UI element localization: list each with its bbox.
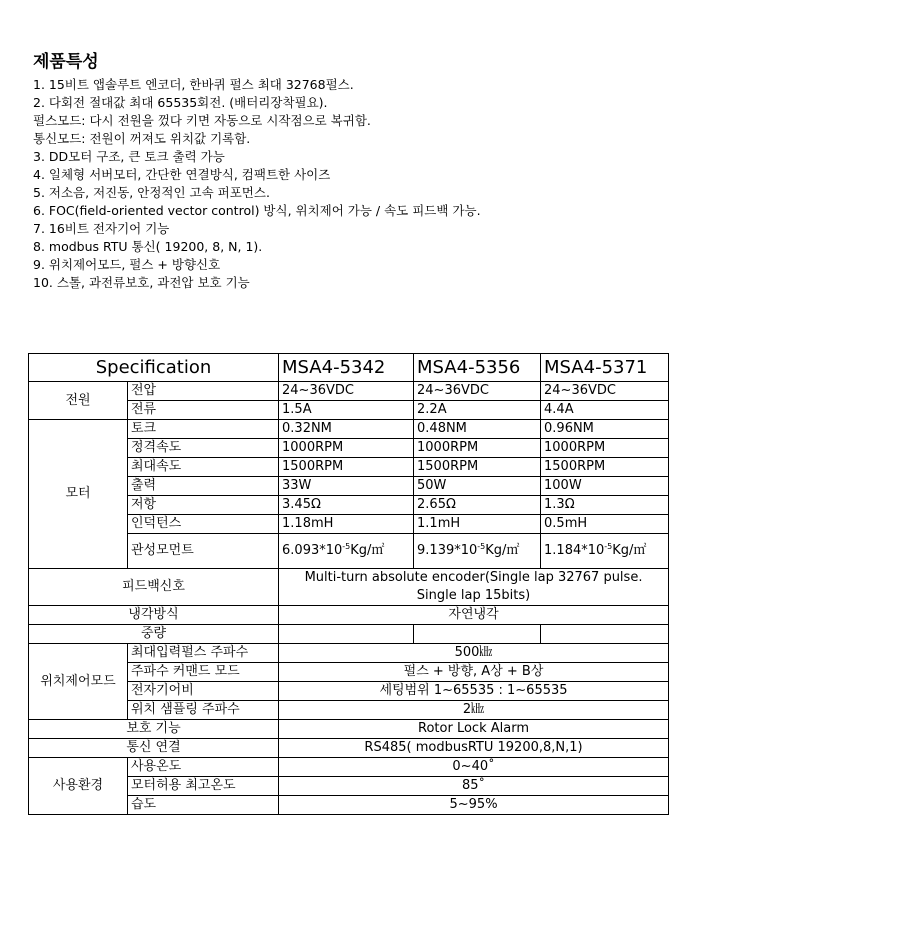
cell-value: 24~36VDC (541, 382, 669, 401)
feature-item: 9. 위치제어모드, 펄스 + 방향신호 (33, 257, 221, 272)
cell-value: 0.5mH (541, 515, 669, 534)
cell-value: 0.96NM (541, 420, 669, 439)
row-label: 피드백신호 (29, 569, 279, 606)
table-row (29, 420, 669, 439)
model-header: MSA4-5371 (541, 354, 669, 382)
table-row (29, 720, 669, 739)
inertia-value (414, 534, 541, 569)
cell-value: 0~40˚ (279, 758, 669, 777)
cell-value: 1.3Ω (541, 496, 669, 515)
row-label: 관성모먼트 (128, 534, 279, 569)
cell-value: RS485( modbusRTU 19200,8,N,1) (279, 739, 669, 758)
cell-value: 85˚ (279, 777, 669, 796)
cell-value: 3.45Ω (279, 496, 414, 515)
row-label: 중량 (29, 625, 279, 644)
cell-value: 33W (279, 477, 414, 496)
row-label: 보호 기능 (29, 720, 279, 739)
cell-value: 1500RPM (414, 458, 541, 477)
cell-value: 100W (541, 477, 669, 496)
cell-value: Rotor Lock Alarm (279, 720, 669, 739)
model-header: MSA4-5356 (414, 354, 541, 382)
inertia-unit: Kg/㎡ (612, 543, 647, 558)
group-label-environment: 사용환경 (29, 758, 128, 815)
cell-value: 1500RPM (279, 458, 414, 477)
feature-item: 7. 16비트 전자기어 기능 (33, 221, 170, 236)
row-label: 전류 (128, 401, 279, 420)
empty-cell (279, 625, 414, 644)
table-row (29, 739, 669, 758)
inertia-value (541, 534, 669, 569)
row-label: 습도 (128, 796, 279, 815)
inertia-value (279, 534, 414, 569)
cell-value: 500㎑ (279, 644, 669, 663)
inertia-exponent: -5 (342, 542, 351, 551)
cell-value: 1000RPM (279, 439, 414, 458)
spec-header: Specification (29, 354, 279, 382)
inertia-mantissa: 9.139*10 (417, 543, 478, 558)
model-header: MSA4-5342 (279, 354, 414, 382)
cell-value: 자연냉각 (279, 606, 669, 625)
table-row (29, 569, 669, 606)
row-label: 전압 (128, 382, 279, 401)
cell-value: 0.48NM (414, 420, 541, 439)
feature-item: 1. 15비트 앱솔루트 엔코더, 한바퀴 펄스 최대 32768펄스. (33, 77, 354, 92)
row-label: 사용온도 (128, 758, 279, 777)
row-label: 저항 (128, 496, 279, 515)
cell-value: 4.4A (541, 401, 669, 420)
table-row (29, 625, 669, 644)
feature-item: 8. modbus RTU 통신( 19200, 8, N, 1). (33, 239, 263, 254)
cell-value: 1.1mH (414, 515, 541, 534)
row-label: 토크 (128, 420, 279, 439)
feature-item: 3. DD모터 구조, 큰 토크 출력 가능 (33, 149, 225, 164)
cell-value: 2.65Ω (414, 496, 541, 515)
cell-value: 0.32NM (279, 420, 414, 439)
feature-item: 통신모드: 전원이 꺼져도 위치값 기록함. (33, 131, 251, 146)
group-label-position: 위치제어모드 (29, 644, 128, 720)
product-features (33, 52, 481, 292)
table-row (29, 606, 669, 625)
cell-value: 1.5A (279, 401, 414, 420)
cell-value: 1.18mH (279, 515, 414, 534)
feature-item: 5. 저소음, 저진동, 안정적인 고속 퍼포먼스. (33, 185, 270, 200)
inertia-exponent: -5 (477, 542, 486, 551)
feature-item: 4. 일체형 서버모터, 간단한 연결방식, 컴팩트한 사이즈 (33, 167, 331, 182)
table-row (29, 758, 669, 777)
cell-value: 1000RPM (541, 439, 669, 458)
cell-value: 펄스 + 방향, A상 + B상 (279, 663, 669, 682)
inertia-mantissa: 1.184*10 (544, 543, 605, 558)
cell-value: 세팅범위 1~65535 : 1~65535 (279, 682, 669, 701)
empty-cell (541, 625, 669, 644)
table-header-row (29, 354, 669, 382)
inertia-exponent: -5 (604, 542, 613, 551)
cell-value: 24~36VDC (279, 382, 414, 401)
feedback-line-1: Multi-turn absolute encoder(Single lap 32767 pulse. (304, 570, 643, 585)
row-label: 전자기어비 (128, 682, 279, 701)
specification-table (28, 353, 669, 815)
row-label: 통신 연결 (29, 739, 279, 758)
row-label: 최대속도 (128, 458, 279, 477)
cell-value: 2㎑ (279, 701, 669, 720)
cell-value: 5~95% (279, 796, 669, 815)
table-row (29, 382, 669, 401)
row-label: 냉각방식 (29, 606, 279, 625)
feature-item: 10. 스톨, 과전류보호, 과전압 보호 기능 (33, 275, 250, 290)
cell-value: 1000RPM (414, 439, 541, 458)
features-title: 제품특성 (33, 52, 99, 72)
row-label: 위치 샘플링 주파수 (128, 701, 279, 720)
row-label: 인덕턴스 (128, 515, 279, 534)
row-label: 모터허용 최고온도 (128, 777, 279, 796)
row-label: 최대입력펄스 주파수 (128, 644, 279, 663)
row-label: 출력 (128, 477, 279, 496)
feature-item: 펄스모드: 다시 전원을 껐다 키면 자동으로 시작점으로 복귀함. (33, 113, 371, 128)
empty-cell (414, 625, 541, 644)
features-list (33, 76, 481, 292)
group-label-power: 전원 (29, 382, 128, 420)
group-label-motor: 모터 (29, 420, 128, 569)
feature-item: 2. 다회전 절대값 최대 65535회전. (배터리장착필요). (33, 95, 328, 110)
cell-value: 50W (414, 477, 541, 496)
cell-value: 2.2A (414, 401, 541, 420)
inertia-mantissa: 6.093*10 (282, 543, 343, 558)
inertia-unit: Kg/㎡ (350, 543, 385, 558)
feedback-value (279, 569, 669, 606)
feature-item: 6. FOC(field-oriented vector control) 방식, 위치제어 가능 / 속도 피드백 가능. (33, 203, 481, 218)
cell-value: 1500RPM (541, 458, 669, 477)
row-label: 정격속도 (128, 439, 279, 458)
inertia-unit: Kg/㎡ (485, 543, 520, 558)
feedback-line-2: Single lap 15bits) (416, 588, 531, 603)
table-row (29, 644, 669, 663)
row-label: 주파수 커맨드 모드 (128, 663, 279, 682)
cell-value: 24~36VDC (414, 382, 541, 401)
